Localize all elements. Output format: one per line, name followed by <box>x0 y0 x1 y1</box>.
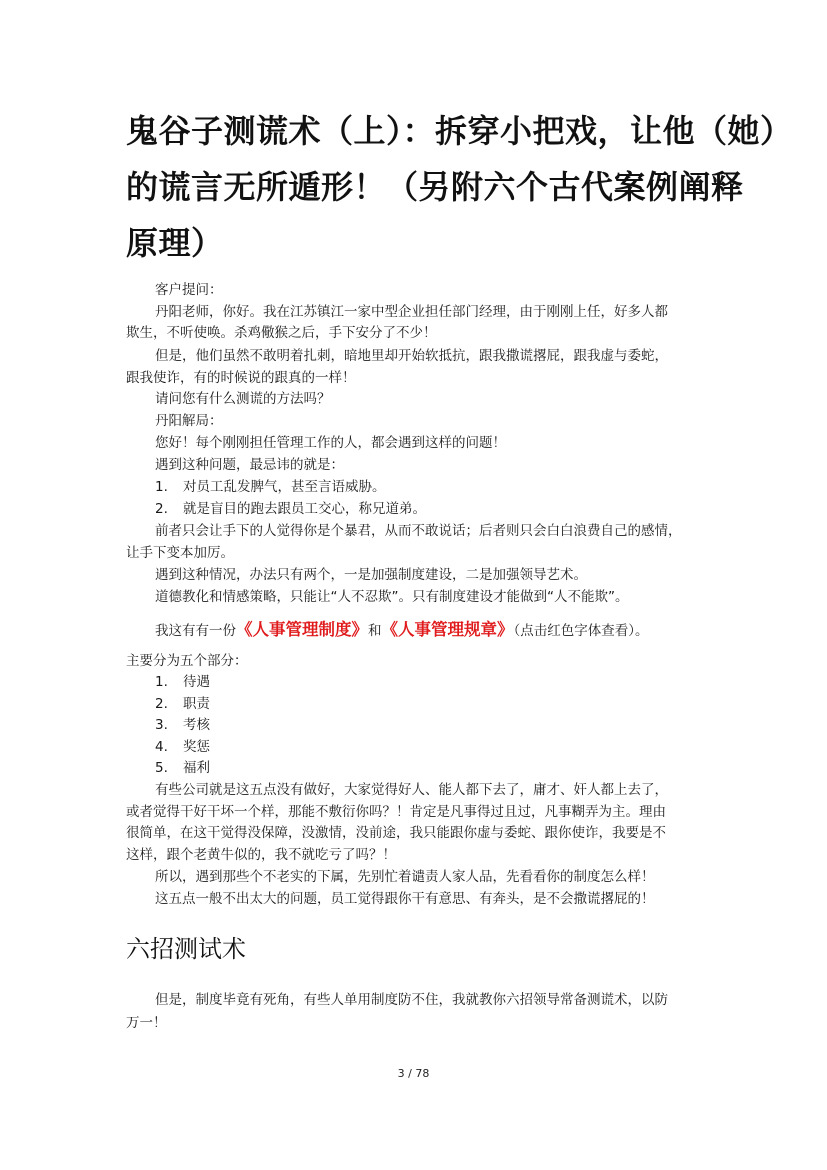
text: （点击红色字体查看）。 <box>513 623 649 639</box>
paragraph: 有些公司就是这五点没有做好，大家觉得好人、能人都下去了，庸才、奸人都上去了， <box>155 782 668 798</box>
list-number: 1. <box>155 479 168 495</box>
paragraph: 但是，制度毕竟有死角，有些人单用制度防不住，我就教你六招领导常备测谎术，以防 <box>155 992 668 1008</box>
article-title <box>126 103 793 271</box>
list-text: 奖惩 <box>183 739 210 755</box>
paragraph: 或者觉得干好干坏一个样，那能不敷衍你吗？！肯定是凡事得过且过，凡事糊弄为主。理由 <box>126 804 666 820</box>
list-number: 1. <box>155 674 168 690</box>
paragraph: 主要分为五个部分： <box>126 653 248 669</box>
page-number: 3 / 78 <box>397 1067 430 1080</box>
paragraph: 欺生，不听使唤。杀鸡儆猴之后，手下安分了不少！ <box>126 325 437 341</box>
list-number: 5. <box>155 760 168 776</box>
list-text: 职责 <box>183 696 210 712</box>
list-item <box>155 758 210 779</box>
title-line-2: 的谎言无所遁形！（另附六个古代案例阐释 <box>126 168 744 206</box>
paragraph: 这样，跟个老黄牛似的，我不就吃亏了吗？！ <box>126 847 396 863</box>
paragraph-with-links <box>155 617 649 644</box>
hr-policy-link[interactable]: 《人事管理制度》 <box>236 620 368 639</box>
list-item <box>155 694 210 715</box>
paragraph-answer-label: 丹阳解局： <box>155 413 223 429</box>
paragraph: 万一！ <box>126 1015 167 1031</box>
list-text: 就是盲目的跑去跟员工交心，称兄道弟。 <box>183 501 426 517</box>
paragraph: 遇到这种问题，最忌讳的就是： <box>155 457 344 473</box>
list-number: 2. <box>155 501 168 517</box>
paragraph: 丹阳老师，你好。我在江苏镇江一家中型企业担任部门经理，由于刚刚上任，好多人都 <box>155 304 668 320</box>
list-item <box>155 672 210 693</box>
paragraph: 所以，遇到那些个不老实的下属，先别忙着谴责人家人品，先看看你的制度怎么样！ <box>155 869 655 885</box>
list-item <box>155 715 210 736</box>
text: 和 <box>368 623 382 639</box>
paragraph: 很简单，在这干觉得没保障，没激情，没前途，我只能跟你虚与委蛇、跟你使诈，我要是不 <box>126 825 666 841</box>
list-text: 待遇 <box>183 674 210 690</box>
paragraph: 道德教化和情感策略，只能让“人不忍欺”。只有制度建设才能做到“人不能欺”。 <box>155 589 629 605</box>
title-line-1: 鬼谷子测谎术（上）：拆穿小把戏，让他（她） <box>126 112 793 150</box>
paragraph: 让手下变本加厉。 <box>126 545 234 561</box>
paragraph-client-question: 客户提问： <box>155 282 223 298</box>
paragraph: 请问您有什么测谎的方法吗？ <box>155 391 331 407</box>
paragraph: 但是，他们虽然不敢明着扎刺，暗地里却开始软抵抗，跟我撒谎撂屁，跟我虚与委蛇， <box>155 348 668 364</box>
list-item <box>155 737 210 758</box>
list-text: 福利 <box>183 760 210 776</box>
paragraph: 前者只会让手下的人觉得你是个暴君，从而不敢说话；后者则只会白白浪费自己的感情， <box>155 523 682 539</box>
list-number: 2. <box>155 696 168 712</box>
list-number: 4. <box>155 739 168 755</box>
paragraph: 这五点一般不出太大的问题，员工觉得跟你干有意思、有奔头，是不会撒谎撂屁的！ <box>155 891 655 907</box>
paragraph: 遇到这种情况，办法只有两个，一是加强制度建设，二是加强领导艺术。 <box>155 567 587 583</box>
list-text: 考核 <box>183 717 210 733</box>
section-heading: 六招测试术 <box>126 935 246 963</box>
list-number: 3. <box>155 717 168 733</box>
list-text: 对员工乱发脾气，甚至言语威胁。 <box>183 479 386 495</box>
text: 我这有有一份 <box>155 623 236 639</box>
hr-regulation-link[interactable]: 《人事管理规章》 <box>381 620 514 639</box>
paragraph: 您好！每个刚刚担任管理工作的人，都会遇到这样的问题！ <box>155 435 506 451</box>
title-line-3: 原理） <box>126 224 224 262</box>
paragraph: 跟我使诈，有的时候说的跟真的一样！ <box>126 370 356 386</box>
list-item <box>155 499 426 520</box>
list-item <box>155 477 386 498</box>
